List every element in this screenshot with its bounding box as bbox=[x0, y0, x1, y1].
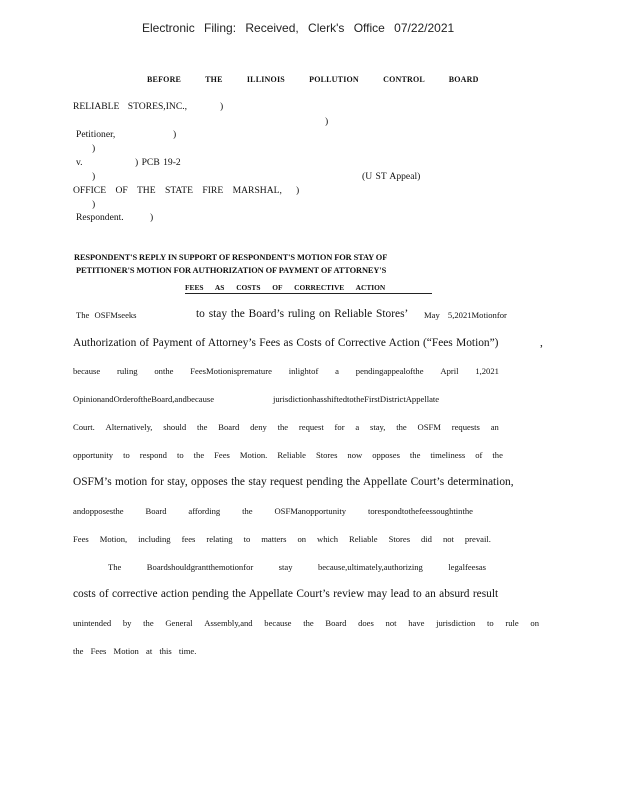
word: for bbox=[334, 422, 345, 432]
respondent-label: Respondent. bbox=[76, 212, 124, 223]
caption-paren: ) bbox=[92, 199, 96, 210]
word: requests bbox=[451, 422, 480, 432]
word: deny bbox=[250, 422, 267, 432]
word: Assembly,and bbox=[204, 618, 253, 628]
word: legalfeesas bbox=[448, 562, 486, 572]
word: the bbox=[396, 422, 407, 432]
word: General bbox=[165, 618, 193, 628]
word: request bbox=[298, 422, 324, 432]
word: to bbox=[176, 450, 184, 460]
case-number: ) PCB 19-2 bbox=[135, 157, 181, 168]
p2-line-3 bbox=[73, 618, 539, 628]
word: the bbox=[143, 618, 154, 628]
word: Reliable bbox=[277, 450, 306, 460]
word: andopposesthe bbox=[73, 506, 124, 516]
title-line-2: PETITIONER'S MOTION FOR AUTHORIZATION OF PAYMENT OF ATTORNEY'S bbox=[76, 266, 387, 275]
word: Fees bbox=[73, 534, 89, 544]
word: 1,2021 bbox=[475, 366, 499, 376]
word: on bbox=[297, 534, 307, 544]
word: OSFManopportunity bbox=[274, 506, 347, 516]
word: on bbox=[530, 618, 539, 628]
word: fees bbox=[181, 534, 196, 544]
word: affording bbox=[188, 506, 221, 516]
word: Alternatively, bbox=[105, 422, 153, 432]
board-heading: BEFORE THE ILLINOIS POLLUTION CONTROL BOARD bbox=[147, 75, 479, 84]
word: because bbox=[264, 618, 292, 628]
word: now bbox=[347, 450, 363, 460]
word: onthe bbox=[154, 366, 174, 376]
petitioner-label: Petitioner, bbox=[76, 129, 116, 140]
word: OSFM bbox=[417, 422, 441, 432]
p1-line-4b: jurisdictionhasshiftedtotheFirstDistrictAppellate bbox=[273, 394, 440, 404]
word: timeliness bbox=[430, 450, 466, 460]
appeal-type: (U ST Appeal) bbox=[362, 171, 421, 182]
p1-line-8 bbox=[73, 506, 473, 516]
caption-paren: ) bbox=[325, 116, 329, 127]
word: Board bbox=[218, 422, 240, 432]
word: have bbox=[408, 618, 425, 628]
word: rule bbox=[505, 618, 519, 628]
title-line-1: RESPONDENT'S REPLY IN SUPPORT OF RESPONDENT'S MOTION FOR STAY OF bbox=[74, 253, 388, 262]
p1-line-1a: The OSFMseeks bbox=[76, 310, 137, 320]
word: Court. bbox=[73, 422, 95, 432]
word: Motion. bbox=[239, 450, 268, 460]
word: prevail. bbox=[464, 534, 491, 544]
word: opportunity bbox=[73, 450, 114, 460]
word: not bbox=[385, 618, 397, 628]
word: the bbox=[242, 506, 253, 516]
caption-paren: ) bbox=[150, 212, 154, 223]
p1-line-2: Authorization of Payment of Attorney’s Fees as Costs of Corrective Action (“Fees Motion”) bbox=[73, 337, 499, 349]
word: torespondtothefeessoughtinthe bbox=[367, 506, 473, 516]
word: the bbox=[492, 450, 503, 460]
word: jurisdiction bbox=[436, 618, 476, 628]
p1-line-4a: OpinionandOrderoftheBoard,andbecause bbox=[73, 394, 215, 404]
p1-line-9 bbox=[73, 534, 491, 544]
word: should bbox=[163, 422, 187, 432]
word: inlightof bbox=[288, 366, 319, 376]
word: by bbox=[122, 618, 132, 628]
word: of bbox=[475, 450, 483, 460]
caption-paren: ) bbox=[92, 171, 96, 182]
word: Stores bbox=[388, 534, 411, 544]
word: April bbox=[440, 366, 459, 376]
word: the bbox=[196, 422, 208, 432]
p1-line-7: OSFM’s motion for stay, opposes the stay request pending the Appellate Court’s determination, bbox=[73, 476, 514, 488]
caption-paren: ) bbox=[296, 185, 300, 196]
word: Board bbox=[325, 618, 347, 628]
word: opposes bbox=[372, 450, 400, 460]
word: the bbox=[277, 422, 289, 432]
p1-line-1b: to stay the Board’s ruling on Reliable Stores’ bbox=[196, 308, 409, 320]
word: not bbox=[442, 534, 454, 544]
word: unintended bbox=[73, 618, 112, 628]
word: respond bbox=[139, 450, 167, 460]
word: the bbox=[303, 618, 314, 628]
word: ruling bbox=[117, 366, 138, 376]
p2-line-2: costs of corrective action pending the Appellate Court’s review may lead to an absurd result bbox=[73, 588, 499, 600]
petitioner-name: RELIABLE STORES,INC., bbox=[73, 101, 188, 112]
versus: v. bbox=[76, 157, 83, 168]
p2-line-1 bbox=[108, 562, 486, 572]
word: does bbox=[358, 618, 374, 628]
word: FeesMotionispremature bbox=[190, 366, 272, 376]
word: relating bbox=[206, 534, 233, 544]
title-underline bbox=[185, 293, 432, 294]
caption-paren: ) bbox=[92, 143, 96, 154]
word: Board bbox=[145, 506, 167, 516]
p1-line-1c: May 5,2021Motionfor bbox=[424, 310, 507, 320]
word: did bbox=[421, 534, 432, 544]
word: because,ultimately,authorizing bbox=[317, 562, 423, 572]
p1-line-2-comma: , bbox=[540, 337, 543, 349]
word: matters bbox=[261, 534, 287, 544]
word: to bbox=[243, 534, 251, 544]
filing-stamp: Electronic Filing: Received, Clerk's Office 07/22/2021 bbox=[142, 21, 455, 35]
p1-line-3 bbox=[73, 366, 499, 376]
word: the bbox=[409, 450, 421, 460]
word: including bbox=[138, 534, 171, 544]
word: pendingappealofthe bbox=[355, 366, 424, 376]
word: an bbox=[490, 422, 499, 432]
word: stay bbox=[278, 562, 293, 572]
word: stay, bbox=[369, 422, 386, 432]
word: to bbox=[486, 618, 494, 628]
word: Reliable bbox=[348, 534, 378, 544]
word: because bbox=[73, 366, 101, 376]
word: Fees bbox=[214, 450, 230, 460]
p2-line-4: the Fees Motion at this time. bbox=[73, 646, 197, 656]
word: the bbox=[193, 450, 205, 460]
title-line-3: FEES AS COSTS OF CORRECTIVE ACTION bbox=[185, 283, 386, 292]
p1-line-6 bbox=[73, 450, 503, 460]
word: Boardshouldgrantthemotionfor bbox=[146, 562, 254, 572]
respondent-name: OFFICE OF THE STATE FIRE MARSHAL, bbox=[73, 185, 282, 196]
word: to bbox=[123, 450, 130, 460]
word: which bbox=[317, 534, 339, 544]
caption-paren: ) bbox=[173, 129, 177, 140]
word: Stores bbox=[315, 450, 338, 460]
word: Motion, bbox=[99, 534, 128, 544]
caption-paren: ) bbox=[220, 101, 224, 112]
word: a bbox=[355, 422, 360, 432]
word: a bbox=[335, 366, 339, 376]
p1-line-5 bbox=[73, 422, 499, 432]
word: The bbox=[108, 562, 122, 572]
